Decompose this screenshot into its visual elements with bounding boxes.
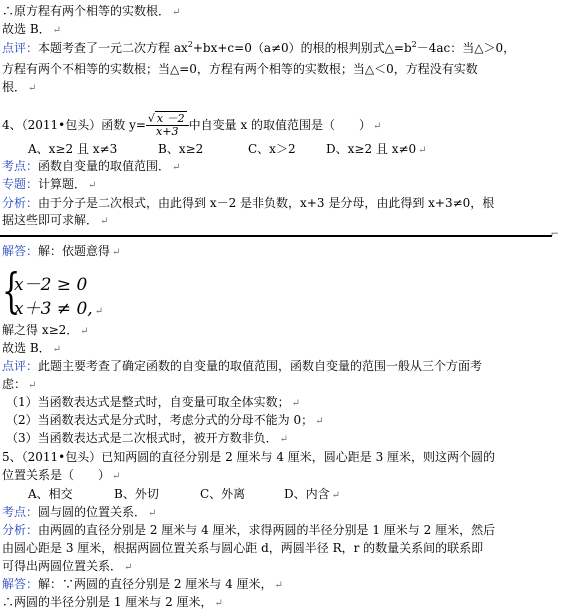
jieda-line: 解答：解：依题意得 ↵ [2,244,121,258]
paragraph-mark-icon: ↵ [112,247,121,258]
question-5-stem: 5、（2011•包头）已知两圆的直径分别是 2 厘米与 4 厘米，圆心距是 3 厘米，则这两个圆的 [2,450,496,464]
fenxi-line: 分析：由于分子是二次根式，由此得到 x－2 是非负数，x+3 是分母，由此得到 x+3≠0，根 [2,196,495,210]
text-line: 故选 B． ↵ [2,22,62,36]
system-row-2: x＋3 ≠ 0, ↵ [14,299,104,319]
inequality-system [2,263,122,319]
paragraph-mark-icon: ↵ [291,398,301,409]
paragraph-mark-icon: ↵ [279,434,289,445]
jieda-label: 解答： [2,577,39,591]
fenxi-line: 分析：由两圆的直径分别是 2 厘米与 4 厘米，求得两圆的半径分别是 1 厘米与 2 厘米，然后 [2,523,496,537]
fenxi-label: 分析： [2,196,39,210]
paragraph-mark-icon: ↵ [214,598,223,609]
paragraph-mark-icon: ↵ [124,562,133,573]
paragraph-mark-icon: ↵ [315,416,324,427]
option-c: C、外离 [200,487,246,501]
text-line: ∴两圆的半径分别是 1 厘米与 2 厘米， ↵ [2,595,223,609]
jieda-label: 解答： [2,244,39,258]
comment-line: 点评：本题考查了一元二次方程 $ax^2+bx+c=0(a\ne 0)$的根的根判别式$\triangle=b^2-4ac$：当△＞0， [2,40,516,55]
list-item: （1）当函数表达式是整式时，自变量可取全体实数； ↵ [6,395,301,409]
fraction-expression: $\frac{√ x -2}{x+3}$ [146,113,189,138]
paragraph-mark-icon: ↵ [148,508,157,519]
question-4-stem: 4、（2011•包头）函数 y= $\frac{√ x -2}{x+3}$ 中自变量 x 的取值范围是（ ） ↵ [2,112,382,138]
paragraph-mark-icon: ↵ [80,326,89,337]
text-line: 位置关系是（ ） ↵ [2,468,121,482]
zhuanti-label: 专题： [2,177,39,191]
paragraph-mark-icon: ↵ [172,7,181,18]
paragraph-mark-icon: ↵ [88,180,97,191]
paragraph-mark-icon: ↵ [28,83,37,94]
text-line: 由圆心距是 3 厘米，根据两圆位置关系与圆心距 d，两圆半径 R，r 的数量关系间的联系即 [2,541,484,555]
comment-label: 点评： [2,41,39,55]
list-item: （2）当函数表达式是分式时，考虑分式的分母不能为 0； ↵ [6,413,324,427]
text-line: 虑： ↵ [2,377,37,391]
kaodian-label: 考点： [2,505,39,519]
jieda-line: 解答：解：∵两圆的直径分别是 2 厘米与 4 厘米， ↵ [2,577,283,591]
text-line: 根． ↵ [2,80,37,94]
option-a: A、x≥2 且 x≠3 [28,142,118,156]
text-line: 据这些即可求解． ↵ [2,213,109,227]
paragraph-mark-icon: ↵ [418,145,427,156]
paragraph-mark-icon: ↵ [112,471,121,482]
text-line: ∴原方程有两个相等的实数根． ↵ [2,4,181,18]
paragraph-mark-icon: ↵ [94,306,104,317]
option-b: B、外切 [114,487,159,501]
paragraph-mark-icon: ↵ [172,162,181,173]
dianping-label: 点评： [2,359,39,373]
text-line: 解之得 x≥2． ↵ [2,323,89,337]
paragraph-mark-icon: ↵ [274,580,283,591]
text-line: 方程有两个不相等的实数根；当△=0，方程有两个相等的实数根；当△＜0，方程没有实数 [2,62,478,76]
fenxi-label: 分析： [2,523,39,537]
text-line: 故选 B． ↵ [2,341,62,355]
kaodian-line: 考点：圆与圆的位置关系． ↵ [2,505,157,519]
paragraph-mark-icon: ↵ [373,121,382,132]
kaodian-line: 考点：函数自变量的取值范围． ↵ [2,159,181,173]
question-4-options [28,141,427,159]
paragraph-mark-icon: ↵ [331,490,341,501]
list-item: （3）当函数表达式是二次根式时，被开方数非负． ↵ [6,431,289,445]
paragraph-mark-icon: ↵ [28,380,37,391]
section-mark-icon: ⌐ [550,229,559,240]
option-d: D、x≥2 且 x≠0 [326,142,417,156]
section-divider [0,235,552,237]
brace-icon: { [2,263,21,319]
option-a: A、相交 [28,487,73,501]
option-b: B、x≥2 [158,142,204,156]
option-d: D、内含 [284,487,330,501]
zhuanti-line: 专题：计算题． ↵ [2,177,97,191]
paragraph-mark-icon: ↵ [100,216,109,227]
option-c: C、x＞2 [248,142,296,156]
paragraph-mark-icon: ↵ [52,344,62,355]
text-line: 可得出两圆位置关系． ↵ [2,559,133,573]
paragraph-mark-icon: ↵ [52,25,62,36]
kaodian-label: 考点： [2,159,39,173]
system-row-1: x－2 ≥ 0 [14,275,88,295]
dianping-line: 点评：此题主要考查了确定函数的自变量的取值范围，函数自变量的范围一般从三个方面考 [2,359,483,373]
question-5-options [28,486,340,504]
